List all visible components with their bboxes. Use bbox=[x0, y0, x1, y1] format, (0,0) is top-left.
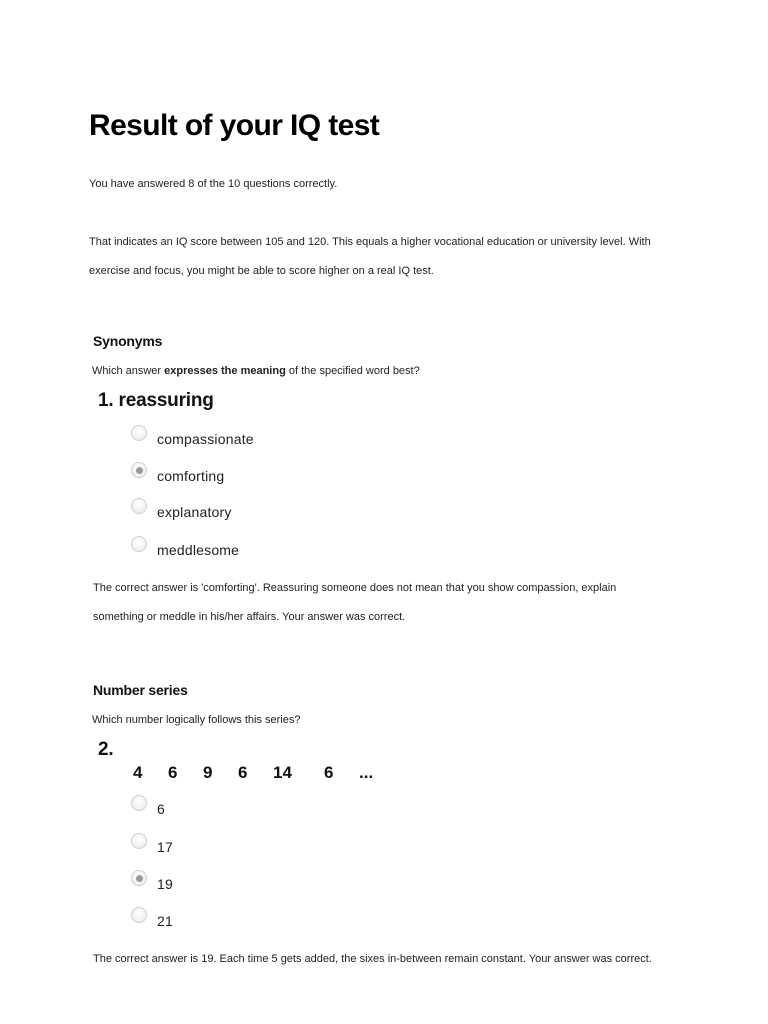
explanation-2: The correct answer is 19. Each time 5 gets added, the sixes in-between remain constant. Your answer was correct. bbox=[93, 953, 652, 965]
explanation-1-line-2: something or meddle in his/her affairs. Your answer was correct. bbox=[93, 611, 406, 623]
radio-button[interactable] bbox=[131, 795, 147, 811]
page-title: Result of your IQ test bbox=[89, 109, 380, 142]
radio-button[interactable] bbox=[131, 907, 147, 923]
instruction-prefix: Which answer bbox=[92, 365, 165, 377]
section-title-synonyms: Synonyms bbox=[93, 333, 163, 349]
option-explanatory[interactable] bbox=[131, 501, 232, 520]
number-series-instruction: Which number logically follows this series? bbox=[92, 714, 301, 726]
series-term: 6 bbox=[324, 763, 334, 782]
synonyms-instruction bbox=[92, 364, 420, 378]
option-19[interactable] bbox=[131, 873, 173, 892]
interpretation-line-1: That indicates an IQ score between 105 and 120. This equals a higher vocational education or university level. With bbox=[89, 236, 651, 248]
option-label: 19 bbox=[157, 876, 173, 892]
score-summary: You have answered 8 of the 10 questions correctly. bbox=[89, 178, 338, 190]
option-meddlesome[interactable] bbox=[131, 539, 240, 558]
radio-button-selected[interactable] bbox=[131, 462, 147, 478]
interpretation-line-2: exercise and focus, you might be able to score higher on a real IQ test. bbox=[89, 265, 434, 277]
radio-button-selected[interactable] bbox=[131, 870, 147, 886]
section-title-number-series: Number series bbox=[93, 682, 188, 698]
option-comforting[interactable] bbox=[131, 465, 225, 484]
radio-button[interactable] bbox=[131, 833, 147, 849]
instruction-emphasis: expresses the meaning bbox=[164, 365, 286, 377]
series-term: 6 bbox=[168, 763, 178, 782]
option-label: meddlesome bbox=[157, 542, 240, 558]
option-label: explanatory bbox=[157, 504, 232, 520]
option-label: 21 bbox=[157, 913, 173, 929]
option-label: 6 bbox=[157, 801, 165, 817]
series-term: 4 bbox=[133, 763, 143, 782]
series-ellipsis: ... bbox=[359, 763, 374, 782]
option-label: comforting bbox=[157, 468, 225, 484]
number-series bbox=[133, 763, 389, 783]
option-6[interactable] bbox=[131, 798, 165, 817]
option-21[interactable] bbox=[131, 910, 173, 929]
radio-button[interactable] bbox=[131, 425, 147, 441]
explanation-1-line-1: The correct answer is 'comforting'. Reassuring someone does not mean that you show compassion, explain bbox=[93, 582, 617, 594]
series-term: 14 bbox=[273, 763, 292, 782]
radio-button[interactable] bbox=[131, 536, 147, 552]
question-1-title: 1. reassuring bbox=[98, 390, 214, 411]
series-term: 9 bbox=[203, 763, 213, 782]
instruction-suffix: of the specified word best? bbox=[285, 365, 420, 377]
radio-button[interactable] bbox=[131, 498, 147, 514]
option-label: 17 bbox=[157, 839, 173, 855]
option-17[interactable] bbox=[131, 836, 173, 855]
series-term: 6 bbox=[238, 763, 248, 782]
option-compassionate[interactable] bbox=[131, 428, 254, 447]
option-label: compassionate bbox=[157, 431, 254, 447]
question-2-number: 2. bbox=[98, 739, 114, 760]
